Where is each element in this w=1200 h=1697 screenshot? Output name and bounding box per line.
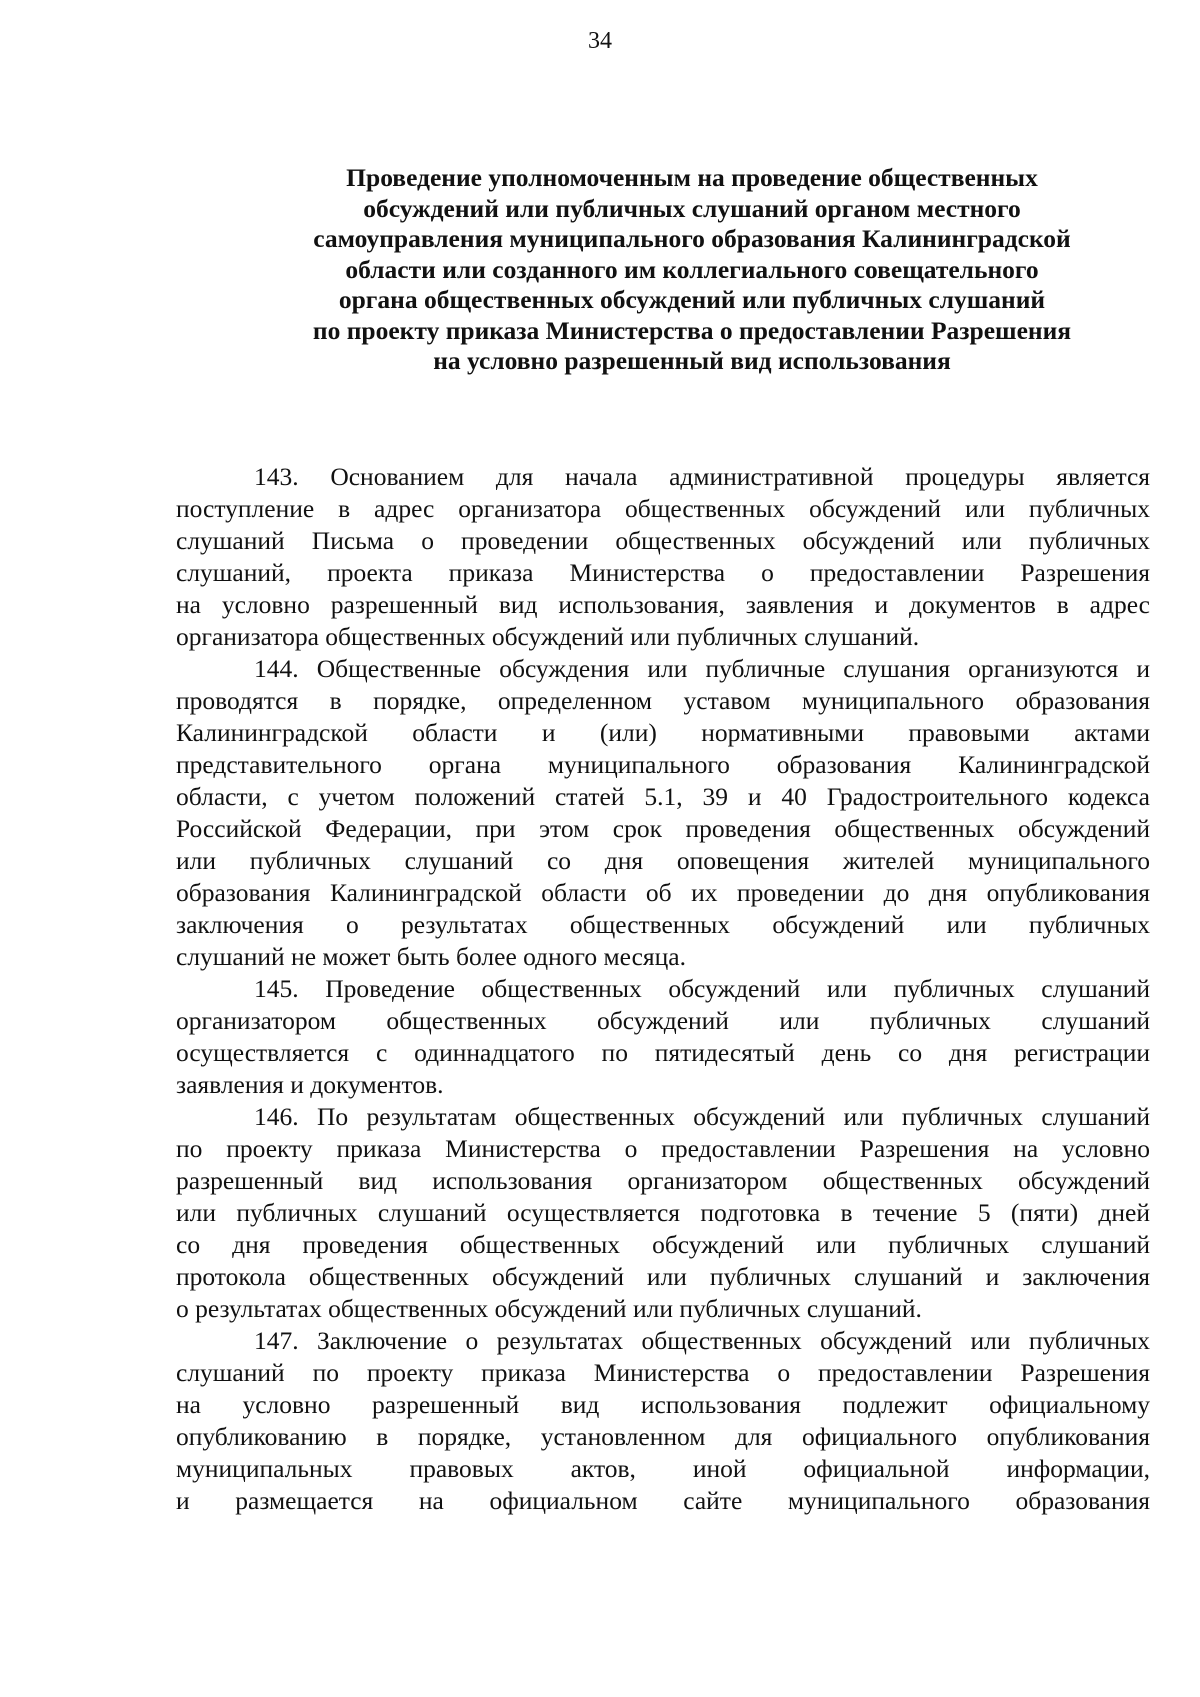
paragraph-line: по проекту приказа Министерства о предоставлении Разрешения на условно — [176, 1134, 1150, 1163]
paragraph-line: организатора общественных обсуждений или публичных слушаний. — [176, 622, 920, 651]
heading-line: органа общественных обсуждений или публичных слушаний — [338, 285, 1046, 314]
paragraph-line: разрешенный вид использования организатором общественных обсуждений — [176, 1166, 1150, 1195]
heading-line: на условно разрешенный вид использования — [433, 346, 951, 375]
document-body — [176, 461, 1150, 1517]
paragraph-line: осуществляется с одиннадцатого по пятидесятый день со дня регистрации — [176, 1038, 1150, 1067]
heading-line: самоуправления муниципального образования Калининградской — [313, 224, 1071, 253]
paragraph-line: 144. Общественные обсуждения или публичные слушания организуются и — [254, 654, 1150, 683]
paragraph-line: представительного органа муниципального образования Калининградской — [176, 750, 1150, 779]
paragraph-line: заключения о результатах общественных обсуждений или публичных — [176, 910, 1150, 939]
heading-line: обсуждений или публичных слушаний органом местного — [363, 193, 1021, 223]
paragraph-line: 147. Заключение о результатах общественных обсуждений или публичных — [254, 1326, 1150, 1355]
paragraph — [176, 653, 1150, 973]
paragraph — [176, 1101, 1150, 1325]
paragraph-line: 145. Проведение общественных обсуждений или публичных слушаний — [254, 974, 1150, 1003]
paragraph-line: или публичных слушаний осуществляется подготовка в течение 5 (пяти) дней — [176, 1198, 1150, 1227]
page-number: 34 — [588, 28, 612, 54]
paragraph-line: образования Калининградской области об их проведении до дня опубликования — [176, 878, 1150, 907]
paragraph — [176, 461, 1150, 653]
paragraph-line: слушаний по проекту приказа Министерства о предоставлении Разрешения — [176, 1358, 1150, 1387]
paragraph-line: протокола общественных обсуждений или публичных слушаний и заключения — [176, 1262, 1150, 1291]
paragraph-line: Российской Федерации, при этом срок проведения общественных обсуждений — [176, 814, 1150, 843]
paragraph-line: слушаний не может быть более одного месяца. — [176, 942, 686, 971]
heading-line: Проведение уполномоченным на проведение общественных — [346, 163, 1038, 192]
paragraph — [176, 1325, 1150, 1517]
section-heading — [262, 163, 1122, 377]
paragraph-line: заявления и документов. — [176, 1070, 444, 1099]
heading-line: области или созданного им коллегиального совещательного — [345, 254, 1039, 284]
paragraph — [176, 973, 1150, 1101]
paragraph-line: организатором общественных обсуждений или публичных слушаний — [176, 1006, 1150, 1035]
paragraph-line: со дня проведения общественных обсуждений или публичных слушаний — [176, 1230, 1150, 1259]
paragraph-line: 146. По результатам общественных обсуждений или публичных слушаний — [254, 1102, 1150, 1131]
paragraph-line: о результатах общественных обсуждений или публичных слушаний. — [176, 1294, 922, 1323]
paragraph-line: 143. Основанием для начала административной процедуры является — [254, 462, 1150, 491]
paragraph-line: слушаний, проекта приказа Министерства о предоставлении Разрешения — [176, 558, 1150, 587]
paragraph-line: или публичных слушаний со дня оповещения жителей муниципального — [176, 846, 1150, 875]
paragraph-line: на условно разрешенный вид использования, заявления и документов в адрес — [176, 590, 1150, 619]
paragraph-line: слушаний Письма о проведении общественных обсуждений или публичных — [176, 526, 1150, 555]
heading-line: по проекту приказа Министерства о предоставлении Разрешения — [312, 315, 1072, 345]
paragraph-line: муниципальных правовых актов, иной официальной информации, — [176, 1454, 1150, 1483]
paragraph-line: и размещается на официальном сайте муниципального образования — [176, 1486, 1150, 1515]
paragraph-line: опубликованию в порядке, установленном для официального опубликования — [176, 1422, 1150, 1451]
paragraph-line: проводятся в порядке, определенном уставом муниципального образования — [176, 686, 1150, 715]
paragraph-line: на условно разрешенный вид использования подлежит официальному — [176, 1390, 1150, 1419]
paragraph-line: Калининградской области и (или) нормативными правовыми актами — [176, 718, 1150, 747]
paragraph-line: области, с учетом положений статей 5.1, 39 и 40 Градостроительного кодекса — [176, 782, 1150, 811]
paragraph-line: поступление в адрес организатора общественных обсуждений или публичных — [176, 494, 1150, 523]
